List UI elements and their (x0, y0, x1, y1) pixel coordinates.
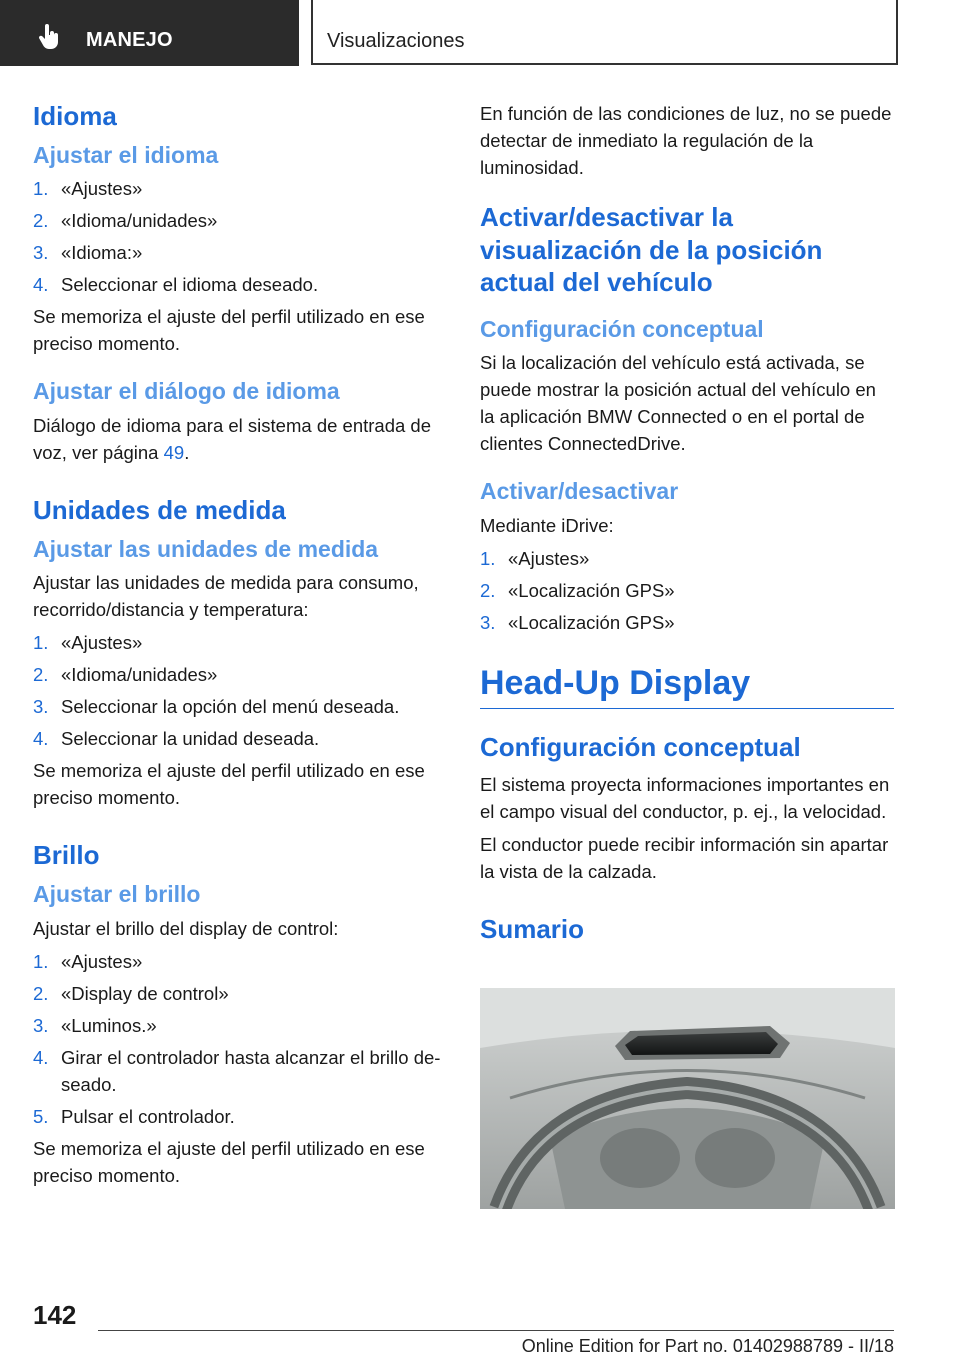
section-title: MANEJO (86, 29, 173, 51)
hud-illustration (480, 988, 895, 1209)
hand-pointer-icon (38, 24, 62, 50)
right-column (480, 100, 894, 954)
left-column (33, 100, 443, 1195)
chapter-tab (311, 0, 898, 65)
list-item: 2. «Localización GPS» (480, 580, 675, 601)
text-posicion: Si la localización del vehículo está activada, se puede mostrar la posición actual del vehículo en la aplicación BMW Connected o en el portal de clientes ConnectedDrive. (480, 352, 876, 455)
list-item: 1. «Ajustes» (480, 548, 590, 569)
steps-unidades (33, 629, 443, 752)
steps-brillo (33, 948, 443, 1130)
list-item: 4. Seleccionar el idioma deseado. (33, 274, 319, 296)
list-item: 3. Seleccionar la opción del menú deseada. (33, 696, 400, 718)
section-tab (0, 0, 299, 66)
chapter-title: Visualizaciones (327, 30, 465, 52)
note-brillo: Se memoriza el ajuste del perfil utilizado en ese preciso momento. (33, 1137, 425, 1186)
list-item: 5. Pulsar el controlador. (33, 1105, 235, 1127)
heading-sumario: Sumario (480, 914, 585, 945)
text-idrive: Mediante iDrive: (480, 515, 614, 536)
heading-hud: Head-Up Display (480, 664, 751, 702)
list-item: 2. «Idioma/unidades» (33, 210, 218, 232)
page-link[interactable]: 49 (163, 442, 185, 463)
heading-hud-block (480, 663, 894, 709)
list-item: 4. Seleccionar la unidad deseada. (33, 728, 320, 750)
subheading-configuracion: Configuración conceptual (480, 315, 764, 342)
intro-luminosidad: En función de las condiciones de luz, no se puede detectar de inmediato la regulación de la luminosidad. (480, 103, 892, 178)
list-item: 3. «Idioma:» (33, 242, 143, 264)
heading-posicion: Activar/desactivar la visualización de la posición actual del vehículo (480, 202, 823, 297)
text-dialogo: Diálogo de idioma para el sistema de entrada de voz, ver página 49. (33, 415, 431, 463)
list-item: 4. Girar el controlador hasta alcanzar el brillo deseado. (33, 1046, 441, 1095)
subheading-ajustar-idioma: Ajustar el idioma (33, 141, 219, 168)
subheading-hud-configuracion: Configuración conceptual (480, 731, 801, 762)
intro-brillo: Ajustar el brillo del display de control: (33, 917, 339, 939)
steps-gps (480, 545, 894, 636)
note-unidades: Se memoriza el ajuste del perfil utilizado en ese preciso momento. (33, 760, 425, 809)
footer-edition: Online Edition for Part no. 01402988789 - II/18 (521, 1336, 894, 1356)
list-item: 1. «Ajustes» (33, 632, 143, 654)
list-item: 2. «Idioma/unidades» (33, 664, 218, 686)
subheading-dialogo-idioma: Ajustar el diálogo de idioma (33, 378, 340, 405)
heading-unidades: Unidades de medida (33, 495, 286, 525)
list-item: 1. «Ajustes» (33, 950, 143, 972)
text-hud-2: El conductor puede recibir información sin apartar la vista de la calzada. (480, 834, 889, 883)
text-hud-1: El sistema proyecta informaciones importantes en el campo visual del conductor, p. ej., la velocidad. (480, 774, 890, 823)
steps-idioma (33, 175, 443, 298)
list-item: 2. «Display de control» (33, 982, 229, 1004)
list-item: 1. «Ajustes» (33, 178, 143, 200)
footer-divider (98, 1330, 894, 1331)
heading-brillo: Brillo (33, 840, 100, 871)
page-number: 142 (33, 1300, 77, 1330)
list-item: 3. «Localización GPS» (480, 612, 675, 633)
list-item: 3. «Luminos.» (33, 1014, 157, 1036)
intro-unidades: Ajustar las unidades de medida para consumo, recorrido/distancia y temperatura: (33, 572, 419, 621)
note-idioma: Se memoriza el ajuste del perfil utilizado en ese preciso momento. (33, 306, 425, 355)
heading-idioma: Idioma (33, 101, 117, 131)
subheading-ajustar-unidades: Ajustar las unidades de medida (33, 535, 379, 562)
subheading-activar: Activar/desactivar (480, 478, 679, 505)
subheading-ajustar-brillo: Ajustar el brillo (33, 880, 201, 907)
dashboard-image (480, 988, 895, 1209)
